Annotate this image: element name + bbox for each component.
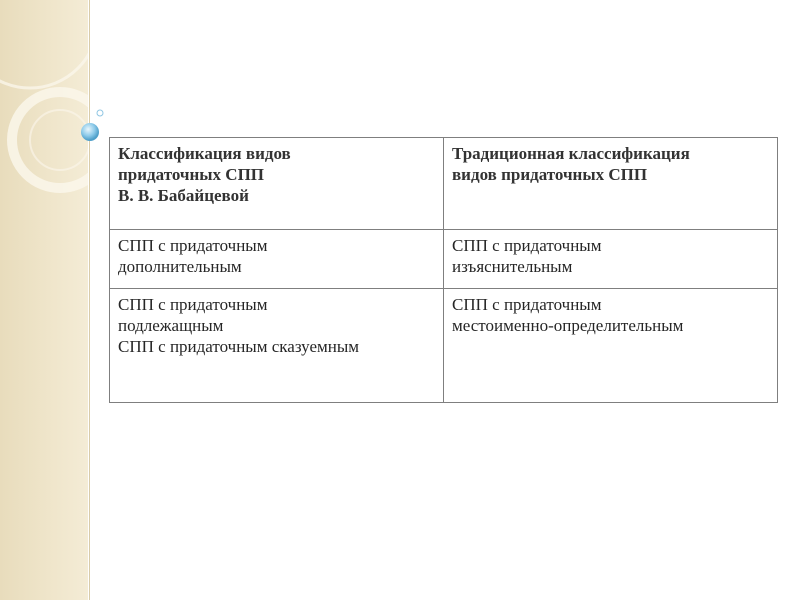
table-cell — [444, 230, 778, 289]
cell-text-line: изъяснительным — [452, 257, 573, 276]
table-header-row — [110, 138, 778, 230]
decorative-side-panel — [0, 0, 88, 600]
table-cell — [110, 230, 444, 289]
cell-text-line: СПП с придаточным — [118, 236, 268, 255]
decorative-ring-large — [0, 0, 88, 88]
cell-text-line: СПП с придаточным — [118, 295, 268, 314]
large-bubble — [81, 123, 99, 141]
header-text-line: видов придаточных СПП — [452, 165, 648, 184]
table-row — [110, 230, 778, 289]
header-text-line: придаточных СПП — [118, 165, 265, 184]
table-cell — [444, 289, 778, 403]
header-text-line: В. В. Бабайцевой — [118, 186, 249, 205]
table-cell — [110, 289, 444, 403]
table-row — [110, 289, 778, 403]
cell-text-line: подлежащным — [118, 316, 224, 335]
cell-text-line: СПП с придаточным сказуемным — [118, 337, 360, 356]
decorative-rings-graphic — [0, 0, 88, 600]
cell-text-line: дополнительным — [118, 257, 242, 276]
header-text-line: Традиционная классификация — [452, 144, 690, 163]
header-babaitseva-classification — [110, 138, 444, 230]
header-text-line: Классификация видов — [118, 144, 291, 163]
classification-table-container — [109, 137, 777, 403]
cell-text-line: СПП с придаточным — [452, 236, 602, 255]
cell-text-line: местоименно-определительным — [452, 316, 684, 335]
side-panel-divider — [89, 0, 90, 600]
cell-text-line: СПП с придаточным — [452, 295, 602, 314]
classification-table — [109, 137, 778, 403]
small-bubble — [97, 110, 103, 116]
decorative-bubbles — [76, 108, 106, 148]
header-traditional-classification — [444, 138, 778, 230]
